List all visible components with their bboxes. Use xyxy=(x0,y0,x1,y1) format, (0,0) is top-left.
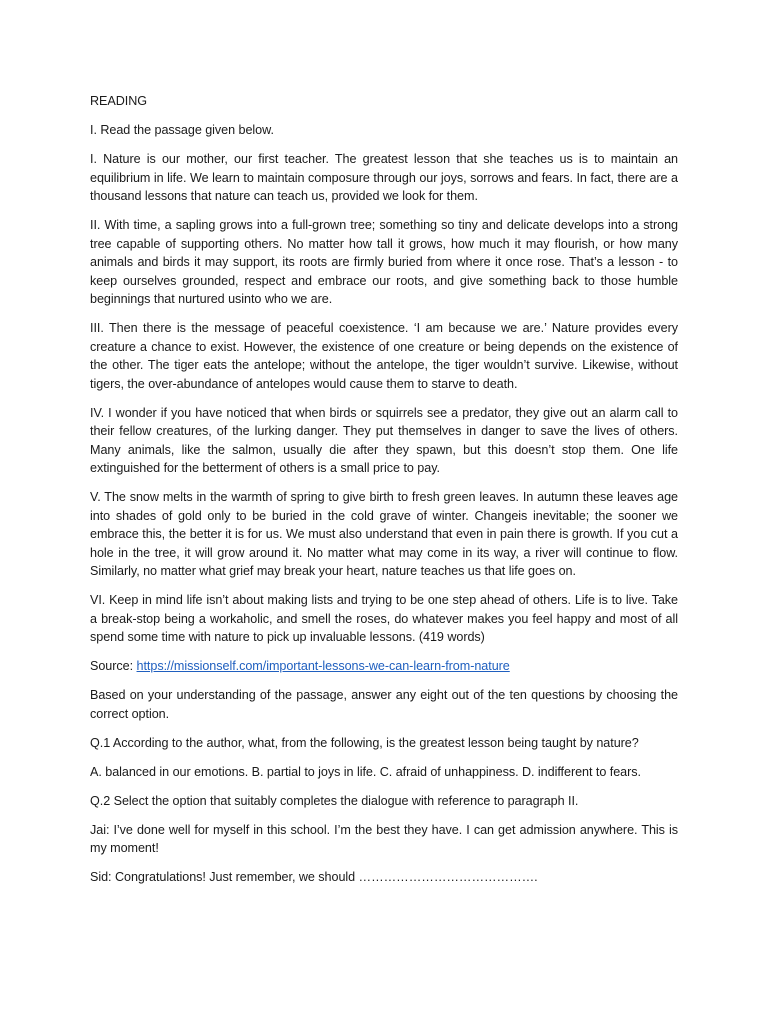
section-heading: READING xyxy=(90,94,148,108)
question-1-options: A. balanced in our emotions. B. partial to joys in life. C. afraid of unhappiness. D. indifferent to fears. xyxy=(90,764,641,779)
question-2: Q.2 Select the option that suitably completes the dialogue with reference to paragraph II. xyxy=(90,793,579,808)
paragraph-1: I. Nature is our mother, our first teacher. The greatest lesson that she teaches us is to maintain an equilibrium in life. We learn to maintain composure through our joys, sorrows and fears. In fact, there are a thousand lessons that nature can teach us, provided we look for them. xyxy=(90,152,678,203)
paragraph-5: V. The snow melts in the warmth of spring to give birth to fresh green leaves. In autumn these leaves age into shades of gold only to be buried in the cold grave of winter. Changeis inevitable; the sooner we embrace this, the better it is for us. We must also understand that even in pain there is growth. If you cut a hole in the tree, it will grow around it. No matter what may come in its way, a river will continue to flow. Similarly, no matter what grief may break your heart, nature teaches us that life goes on. xyxy=(90,490,678,578)
paragraph-2: II. With time, a sapling grows into a full-grown tree; something so tiny and delicate develops into a strong tree capable of supporting others. No matter how tall it grows, how much it may flourish, or how many animals and birds it may support, its roots are firmly buried from where it once rose. That’s a lesson - to keep ourselves grounded, respect and embrace our roots, and give something back to those humble beginnings that nurtured usinto who we are. xyxy=(90,218,678,306)
dialogue-jai: Jai: I’ve done well for myself in this school. I’m the best they have. I can get admission anywhere. This is my moment! xyxy=(90,822,678,855)
dialogue-sid: Sid: Congratulations! Just remember, we should ……………………………………. xyxy=(90,870,538,884)
instruction-text: I. Read the passage given below. xyxy=(90,123,274,137)
paragraph-3: III. Then there is the message of peaceful coexistence. ‘I am because we are.’ Nature provides every creature a chance to exist. However, the existence of one creature or being depends on the existence of the other. The tiger eats the antelope; without the antelope, the tiger wouldn’t survive. Likewise, without tigers, the over-abundance of antelopes would cause them to starve to death. xyxy=(90,321,678,391)
document-page xyxy=(90,92,678,897)
source-link[interactable]: https://missionself.com/important-lessons-we-can-learn-from-nature xyxy=(136,659,510,673)
questions-intro: Based on your understanding of the passage, answer any eight out of the ten questions by choosing the correct option. xyxy=(90,688,678,721)
paragraph-6: VI. Keep in mind life isn’t about making lists and trying to be one step ahead of others. Life is to live. Take a break-stop being a workaholic, and smell the roses, do whatever makes you feel happy and most of all spend some time with nature to pick up invaluable lessons. (419 words) xyxy=(90,593,678,644)
question-1: Q.1 According to the author, what, from the following, is the greatest lesson being taught by nature? xyxy=(90,735,639,750)
source-line xyxy=(90,657,678,676)
source-label: Source: xyxy=(90,659,137,673)
paragraph-4: IV. I wonder if you have noticed that when birds or squirrels see a predator, they give out an alarm call to their fellow creatures, of the lurking danger. They put themselves in danger to save the lives of others. Many animals, like the salmon, usually die after they spawn, but this doesn’t stop them. One life extinguished for the betterment of others is a small price to pay. xyxy=(90,405,678,475)
